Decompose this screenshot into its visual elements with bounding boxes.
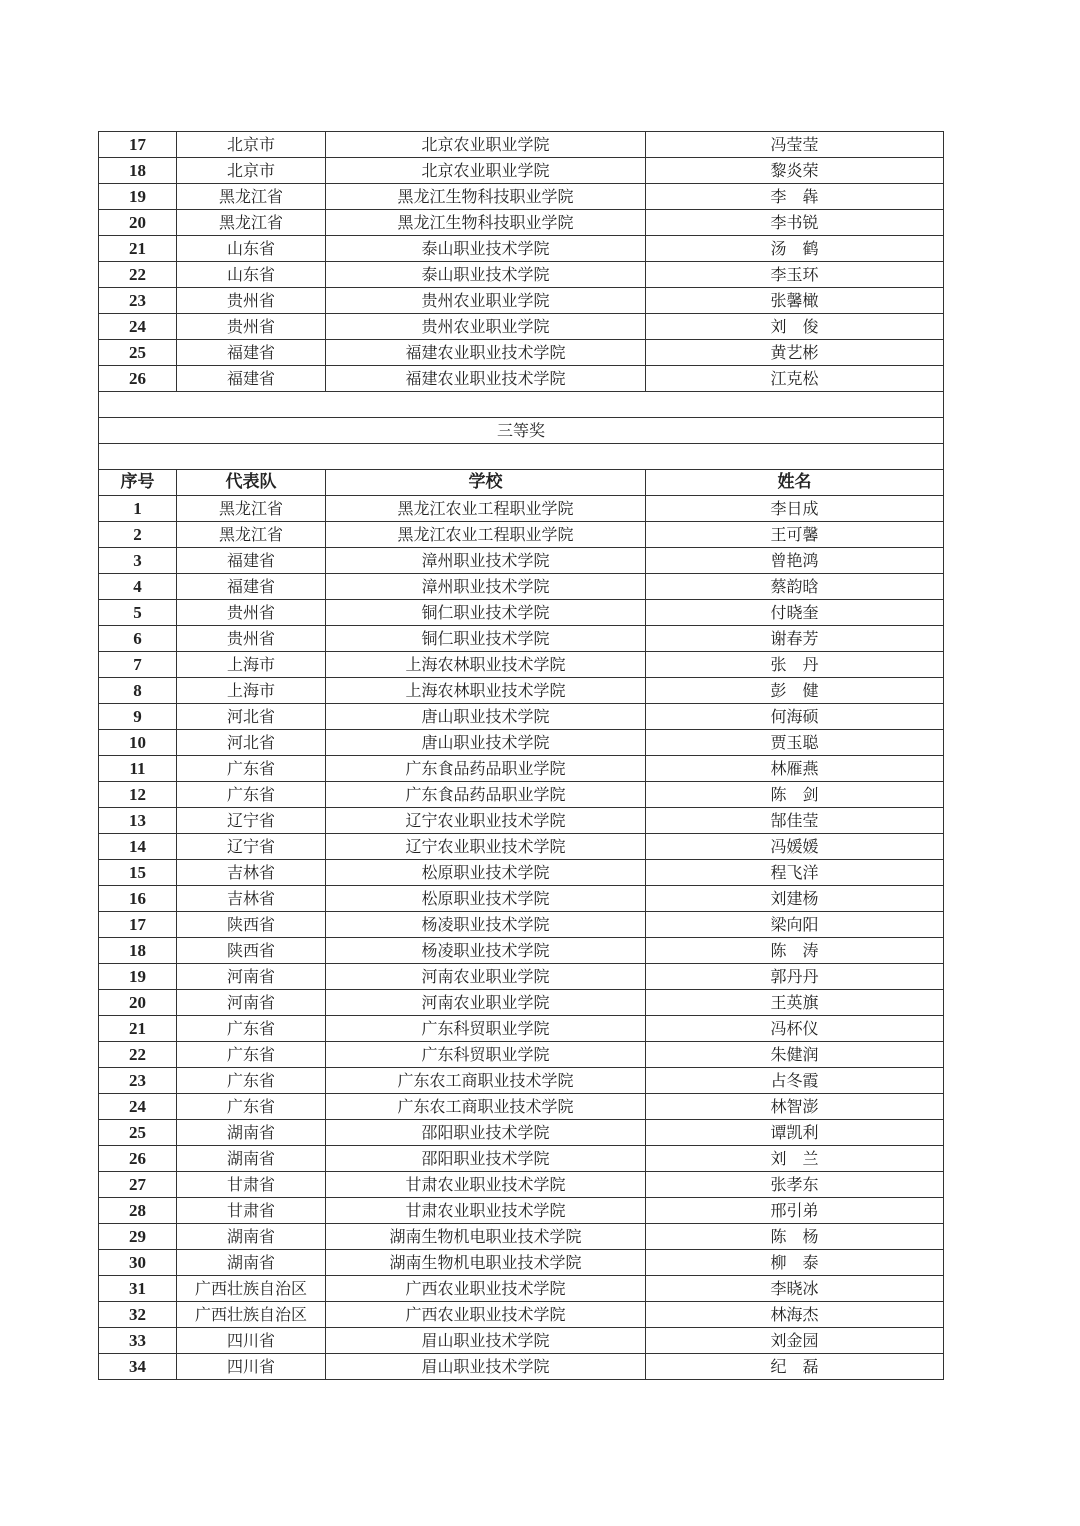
table-row (99, 990, 944, 1016)
cell-team: 上海市 (177, 652, 326, 678)
table-row (99, 1302, 944, 1328)
cell-index: 19 (99, 964, 177, 990)
table-row (99, 1250, 944, 1276)
cell-index: 2 (99, 522, 177, 548)
cell-name: 林智澎 (646, 1094, 944, 1120)
cell-index: 3 (99, 548, 177, 574)
cell-index: 10 (99, 730, 177, 756)
cell-name: 蔡韵晗 (646, 574, 944, 600)
cell-team: 山东省 (177, 262, 326, 288)
table-row (99, 1094, 944, 1120)
table-row (99, 1172, 944, 1198)
table-row (99, 288, 944, 314)
cell-school: 黑龙江农业工程职业学院 (326, 522, 646, 548)
cell-school: 广东科贸职业学院 (326, 1042, 646, 1068)
cell-index: 23 (99, 288, 177, 314)
table-row (99, 1276, 944, 1302)
cell-index: 7 (99, 652, 177, 678)
header-school: 学校 (326, 470, 646, 496)
table-row (99, 210, 944, 236)
cell-school: 上海农林职业技术学院 (326, 652, 646, 678)
cell-team: 北京市 (177, 158, 326, 184)
cell-team: 四川省 (177, 1328, 326, 1354)
cell-index: 14 (99, 834, 177, 860)
cell-team: 辽宁省 (177, 808, 326, 834)
cell-team: 陕西省 (177, 938, 326, 964)
table-row (99, 730, 944, 756)
table-row (99, 704, 944, 730)
cell-school: 漳州职业技术学院 (326, 548, 646, 574)
cell-school: 唐山职业技术学院 (326, 730, 646, 756)
cell-index: 13 (99, 808, 177, 834)
cell-index: 21 (99, 1016, 177, 1042)
cell-index: 25 (99, 1120, 177, 1146)
cell-team: 湖南省 (177, 1146, 326, 1172)
table-row (99, 964, 944, 990)
cell-index: 20 (99, 990, 177, 1016)
cell-index: 27 (99, 1172, 177, 1198)
table-row (99, 652, 944, 678)
cell-team: 河北省 (177, 730, 326, 756)
table-row (99, 158, 944, 184)
cell-school: 邵阳职业技术学院 (326, 1146, 646, 1172)
cell-team: 黑龙江省 (177, 496, 326, 522)
cell-team: 广东省 (177, 1068, 326, 1094)
cell-team: 吉林省 (177, 860, 326, 886)
table-row (99, 834, 944, 860)
section-title: 三等奖 (99, 418, 944, 444)
cell-name: 冯莹莹 (646, 132, 944, 158)
cell-team: 广东省 (177, 782, 326, 808)
cell-name: 何海硕 (646, 704, 944, 730)
cell-index: 22 (99, 262, 177, 288)
cell-school: 上海农林职业技术学院 (326, 678, 646, 704)
cell-index: 20 (99, 210, 177, 236)
cell-team: 黑龙江省 (177, 210, 326, 236)
cell-index: 25 (99, 340, 177, 366)
cell-name: 刘建杨 (646, 886, 944, 912)
table-row (99, 1198, 944, 1224)
table-row (99, 496, 944, 522)
cell-team: 福建省 (177, 366, 326, 392)
cell-team: 四川省 (177, 1354, 326, 1380)
cell-index: 21 (99, 236, 177, 262)
cell-school: 广东食品药品职业学院 (326, 756, 646, 782)
cell-team: 广西壮族自治区 (177, 1302, 326, 1328)
third-prize-section (99, 392, 944, 496)
cell-name: 黎炎荣 (646, 158, 944, 184)
cell-team: 广东省 (177, 1042, 326, 1068)
table-row (99, 262, 944, 288)
cell-team: 贵州省 (177, 314, 326, 340)
cell-name: 占冬霞 (646, 1068, 944, 1094)
table-row (99, 236, 944, 262)
cell-index: 26 (99, 366, 177, 392)
cell-name: 李晓冰 (646, 1276, 944, 1302)
cell-school: 广东食品药品职业学院 (326, 782, 646, 808)
table-row (99, 184, 944, 210)
header-index: 序号 (99, 470, 177, 496)
header-team: 代表队 (177, 470, 326, 496)
cell-name: 黄艺彬 (646, 340, 944, 366)
table-row (99, 808, 944, 834)
cell-name: 贾玉聪 (646, 730, 944, 756)
table-row (99, 860, 944, 886)
third-prize-rows (99, 496, 944, 1380)
cell-name: 林雁燕 (646, 756, 944, 782)
cell-team: 山东省 (177, 236, 326, 262)
cell-name: 陈 杨 (646, 1224, 944, 1250)
cell-school: 广西农业职业技术学院 (326, 1276, 646, 1302)
cell-team: 上海市 (177, 678, 326, 704)
cell-name: 刘 兰 (646, 1146, 944, 1172)
table-row (99, 314, 944, 340)
cell-name: 王可馨 (646, 522, 944, 548)
cell-team: 广东省 (177, 1094, 326, 1120)
cell-school: 广西农业职业技术学院 (326, 1302, 646, 1328)
cell-index: 30 (99, 1250, 177, 1276)
cell-team: 广东省 (177, 756, 326, 782)
cell-school: 唐山职业技术学院 (326, 704, 646, 730)
cell-name: 刘 俊 (646, 314, 944, 340)
cell-team: 贵州省 (177, 626, 326, 652)
cell-team: 湖南省 (177, 1120, 326, 1146)
table-row (99, 1120, 944, 1146)
cell-team: 陕西省 (177, 912, 326, 938)
cell-name: 王英旗 (646, 990, 944, 1016)
cell-index: 31 (99, 1276, 177, 1302)
cell-team: 福建省 (177, 548, 326, 574)
table-row (99, 1328, 944, 1354)
cell-school: 松原职业技术学院 (326, 860, 646, 886)
cell-school: 甘肃农业职业技术学院 (326, 1172, 646, 1198)
cell-name: 李玉环 (646, 262, 944, 288)
blank-row (99, 444, 944, 470)
cell-index: 18 (99, 938, 177, 964)
header-row (99, 470, 944, 496)
table-row (99, 782, 944, 808)
table-row (99, 574, 944, 600)
cell-index: 16 (99, 886, 177, 912)
cell-index: 23 (99, 1068, 177, 1094)
cell-school: 甘肃农业职业技术学院 (326, 1198, 646, 1224)
section-title-row (99, 418, 944, 444)
cell-school: 河南农业职业学院 (326, 964, 646, 990)
cell-name: 林海杰 (646, 1302, 944, 1328)
cell-school: 黑龙江生物科技职业学院 (326, 184, 646, 210)
cell-name: 李日成 (646, 496, 944, 522)
cell-index: 22 (99, 1042, 177, 1068)
cell-school: 铜仁职业技术学院 (326, 600, 646, 626)
cell-team: 辽宁省 (177, 834, 326, 860)
table-row (99, 600, 944, 626)
table-row (99, 522, 944, 548)
table-row (99, 886, 944, 912)
cell-school: 福建农业职业技术学院 (326, 366, 646, 392)
cell-school: 辽宁农业职业技术学院 (326, 834, 646, 860)
cell-team: 广东省 (177, 1016, 326, 1042)
cell-index: 5 (99, 600, 177, 626)
cell-school: 贵州农业职业学院 (326, 314, 646, 340)
cell-index: 17 (99, 912, 177, 938)
table-row (99, 678, 944, 704)
cell-name: 谢春芳 (646, 626, 944, 652)
cell-index: 8 (99, 678, 177, 704)
cell-school: 泰山职业技术学院 (326, 236, 646, 262)
cell-name: 曾艳鸿 (646, 548, 944, 574)
cell-team: 福建省 (177, 574, 326, 600)
cell-name: 冯杯仪 (646, 1016, 944, 1042)
cell-name: 张孝东 (646, 1172, 944, 1198)
cell-school: 湖南生物机电职业技术学院 (326, 1224, 646, 1250)
cell-name: 冯媛媛 (646, 834, 944, 860)
cell-index: 32 (99, 1302, 177, 1328)
cell-team: 甘肃省 (177, 1172, 326, 1198)
cell-team: 福建省 (177, 340, 326, 366)
table-row (99, 132, 944, 158)
table-row (99, 1068, 944, 1094)
table-row (99, 340, 944, 366)
cell-name: 纪 磊 (646, 1354, 944, 1380)
cell-name: 刘金园 (646, 1328, 944, 1354)
cell-name: 张 丹 (646, 652, 944, 678)
cell-index: 6 (99, 626, 177, 652)
cell-school: 松原职业技术学院 (326, 886, 646, 912)
cell-index: 15 (99, 860, 177, 886)
cell-team: 湖南省 (177, 1250, 326, 1276)
cell-name: 彭 健 (646, 678, 944, 704)
cell-team: 河南省 (177, 964, 326, 990)
cell-team: 北京市 (177, 132, 326, 158)
cell-index: 29 (99, 1224, 177, 1250)
blank-row (99, 392, 944, 418)
cell-name: 李 犇 (646, 184, 944, 210)
cell-name: 柳 泰 (646, 1250, 944, 1276)
cell-name: 汤 鹤 (646, 236, 944, 262)
cell-team: 河南省 (177, 990, 326, 1016)
cell-school: 湖南生物机电职业技术学院 (326, 1250, 646, 1276)
cell-name: 朱健润 (646, 1042, 944, 1068)
cell-school: 北京农业职业学院 (326, 132, 646, 158)
cell-name: 陈 涛 (646, 938, 944, 964)
cell-school: 眉山职业技术学院 (326, 1328, 646, 1354)
cell-index: 17 (99, 132, 177, 158)
cell-team: 吉林省 (177, 886, 326, 912)
cell-school: 贵州农业职业学院 (326, 288, 646, 314)
cell-index: 33 (99, 1328, 177, 1354)
cell-school: 杨凌职业技术学院 (326, 938, 646, 964)
cell-school: 泰山职业技术学院 (326, 262, 646, 288)
award-table (98, 131, 944, 1380)
cell-index: 12 (99, 782, 177, 808)
cell-index: 34 (99, 1354, 177, 1380)
cell-team: 黑龙江省 (177, 184, 326, 210)
cell-name: 梁向阳 (646, 912, 944, 938)
cell-index: 24 (99, 1094, 177, 1120)
cell-index: 1 (99, 496, 177, 522)
table-row (99, 548, 944, 574)
cell-team: 贵州省 (177, 288, 326, 314)
cell-school: 广东农工商职业技术学院 (326, 1068, 646, 1094)
cell-index: 28 (99, 1198, 177, 1224)
cell-index: 24 (99, 314, 177, 340)
cell-school: 辽宁农业职业技术学院 (326, 808, 646, 834)
cell-name: 程飞洋 (646, 860, 944, 886)
table-row (99, 366, 944, 392)
cell-team: 湖南省 (177, 1224, 326, 1250)
cell-school: 河南农业职业学院 (326, 990, 646, 1016)
cell-team: 黑龙江省 (177, 522, 326, 548)
cell-school: 杨凌职业技术学院 (326, 912, 646, 938)
table-row (99, 626, 944, 652)
cell-index: 4 (99, 574, 177, 600)
cell-name: 江克松 (646, 366, 944, 392)
table-row (99, 1224, 944, 1250)
cell-index: 11 (99, 756, 177, 782)
cell-index: 19 (99, 184, 177, 210)
cell-name: 郜佳莹 (646, 808, 944, 834)
cell-school: 邵阳职业技术学院 (326, 1120, 646, 1146)
table-row (99, 756, 944, 782)
cell-school: 福建农业职业技术学院 (326, 340, 646, 366)
cell-index: 18 (99, 158, 177, 184)
cell-school: 广东科贸职业学院 (326, 1016, 646, 1042)
cell-school: 北京农业职业学院 (326, 158, 646, 184)
cell-name: 付晓奎 (646, 600, 944, 626)
cell-name: 张馨橄 (646, 288, 944, 314)
cell-school: 广东农工商职业技术学院 (326, 1094, 646, 1120)
table-row (99, 938, 944, 964)
cell-school: 黑龙江生物科技职业学院 (326, 210, 646, 236)
header-name: 姓名 (646, 470, 944, 496)
cell-name: 邢引弟 (646, 1198, 944, 1224)
cell-school: 漳州职业技术学院 (326, 574, 646, 600)
cell-name: 李书锐 (646, 210, 944, 236)
cell-team: 河北省 (177, 704, 326, 730)
cell-school: 黑龙江农业工程职业学院 (326, 496, 646, 522)
table-row (99, 1016, 944, 1042)
cell-school: 铜仁职业技术学院 (326, 626, 646, 652)
table-row (99, 1042, 944, 1068)
table-row (99, 1354, 944, 1380)
cell-index: 9 (99, 704, 177, 730)
cell-name: 陈 剑 (646, 782, 944, 808)
cell-team: 甘肃省 (177, 1198, 326, 1224)
cell-school: 眉山职业技术学院 (326, 1354, 646, 1380)
cell-team: 贵州省 (177, 600, 326, 626)
cell-name: 郭丹丹 (646, 964, 944, 990)
cell-name: 谭凯利 (646, 1120, 944, 1146)
table-row (99, 1146, 944, 1172)
cell-index: 26 (99, 1146, 177, 1172)
cell-team: 广西壮族自治区 (177, 1276, 326, 1302)
second-prize-continued-rows (99, 132, 944, 392)
table-row (99, 912, 944, 938)
